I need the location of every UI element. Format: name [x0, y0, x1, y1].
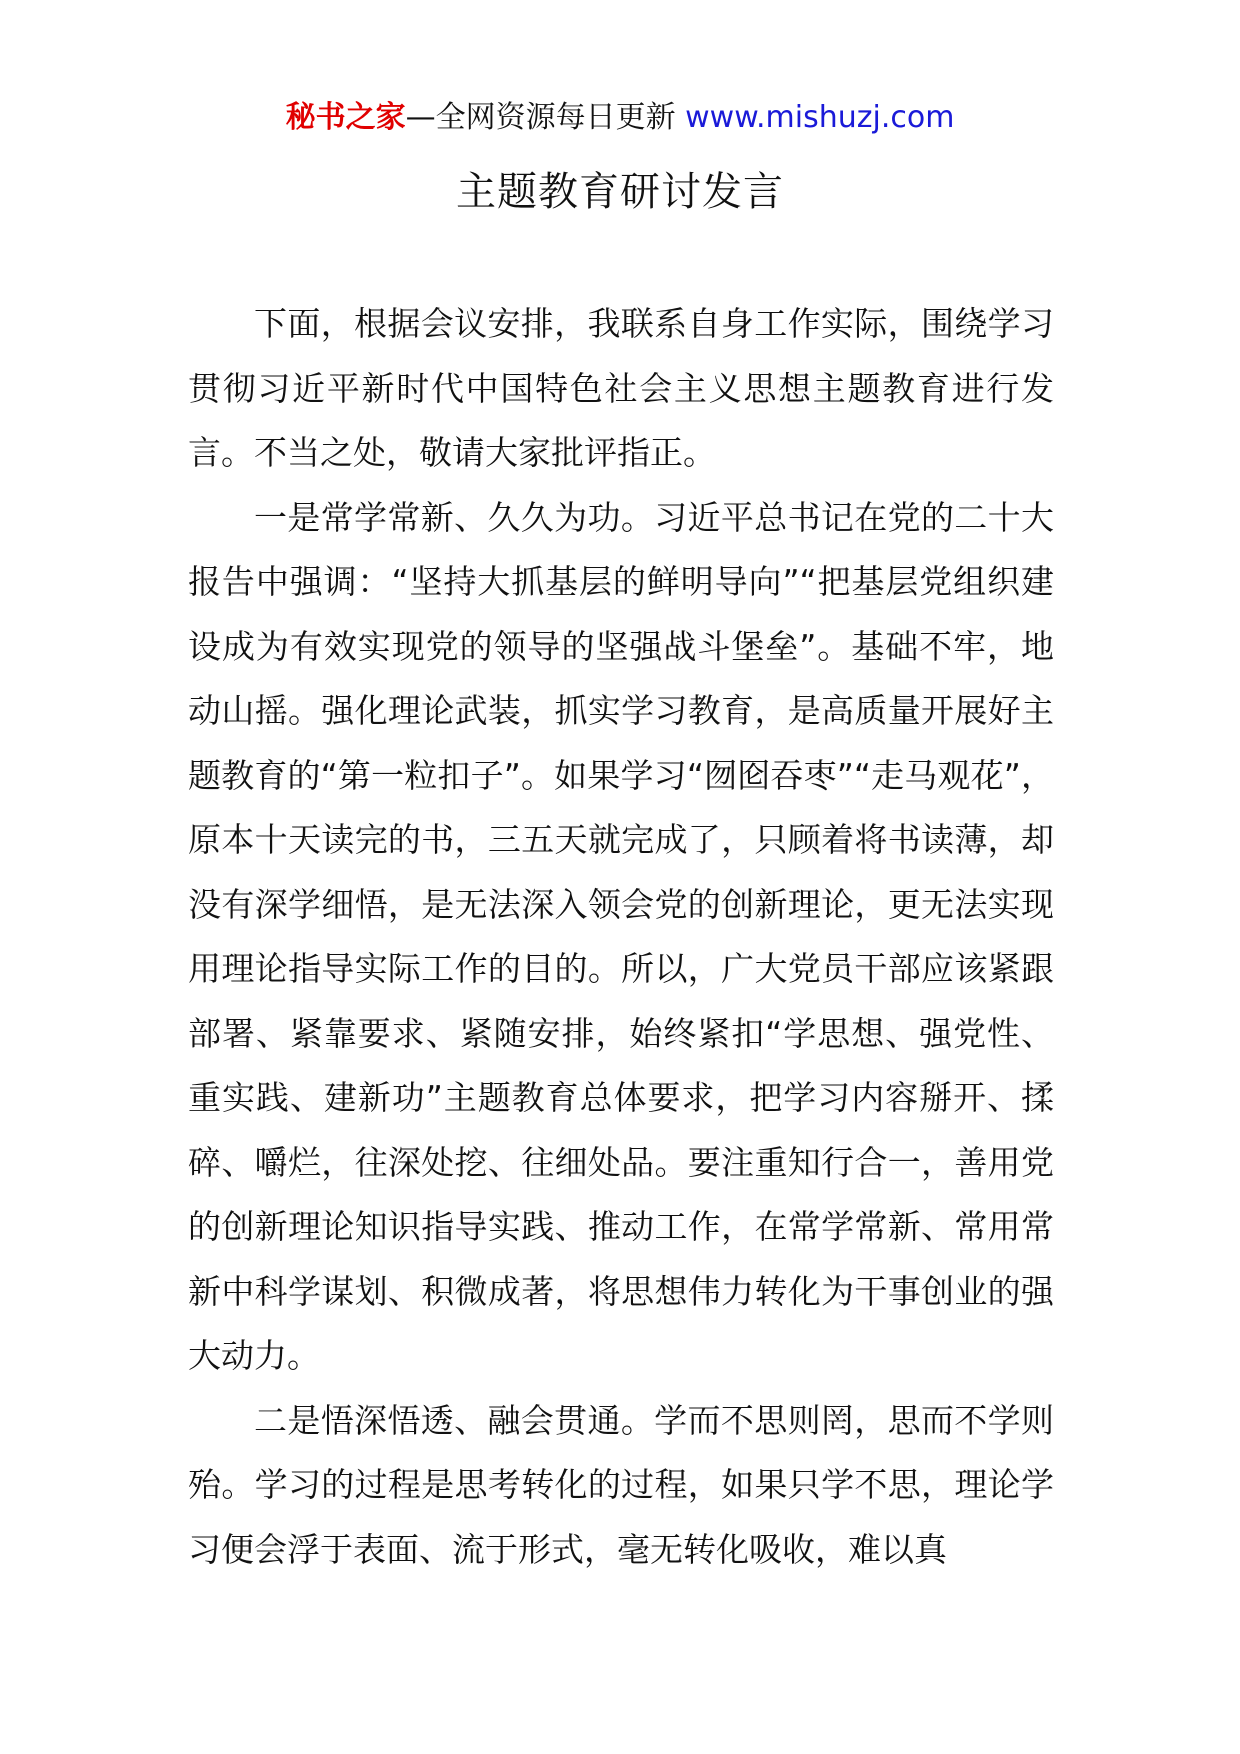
- site-header: [0, 98, 1240, 138]
- paragraph-intro: 下面，根据会议安排，我联系自身工作实际，围绕学习贯彻习近平新时代中国特色社会主义思想主题教育进行发言。不当之处，敬请大家批评指正。: [188, 304, 1054, 472]
- site-brand: 秘书之家: [285, 100, 406, 135]
- site-tagline: —全网资源每日更新: [405, 100, 676, 135]
- paragraph-point-one: 一是常学常新、久久为功。习近平总书记在党的二十大报告中强调：“坚持大抓基层的鲜明导向”“把基层党组织建设成为有效实现党的领导的坚强战斗堡垒”。基础不牢，地动山摇。强化理论武装，抓实学习教育，是高质量开展好主题教育的“第一粒扣子”。如果学习“囫囵吞枣”“走马观花”，原本十天读完的书，三五天就完成了，只顾着将书读薄，却没有深学细悟，是无法深入领会党的创新理论，更无法实现用理论指导实际工作的目的。所以，广大党员干部应该紧跟部署、紧靠要求、紧随安排，始终紧扣“学思想、强党性、重实践、建新功”主题教育总体要求，把学习内容掰开、揉碎、嚼烂，往深处挖、往细处品。要注重知行合一，善用党的创新理论知识指导实践、推动工作，在常学常新、常用常新中科学谋划、积微成著，将思想伟力转化为干事创业的强大动力。: [188, 497, 1054, 1375]
- document-body: [188, 292, 1054, 1582]
- paragraph-point-two: 二是悟深悟透、融会贯通。学而不思则罔，思而不学则殆。学习的过程是思考转化的过程，如果只学不思，理论学习便会浮于表面、流于形式，毫无转化吸收，难以真: [188, 1400, 1054, 1569]
- site-url-link[interactable]: www.mishuzj.com: [685, 100, 955, 135]
- document-title: 主题教育研讨发言: [456, 169, 784, 215]
